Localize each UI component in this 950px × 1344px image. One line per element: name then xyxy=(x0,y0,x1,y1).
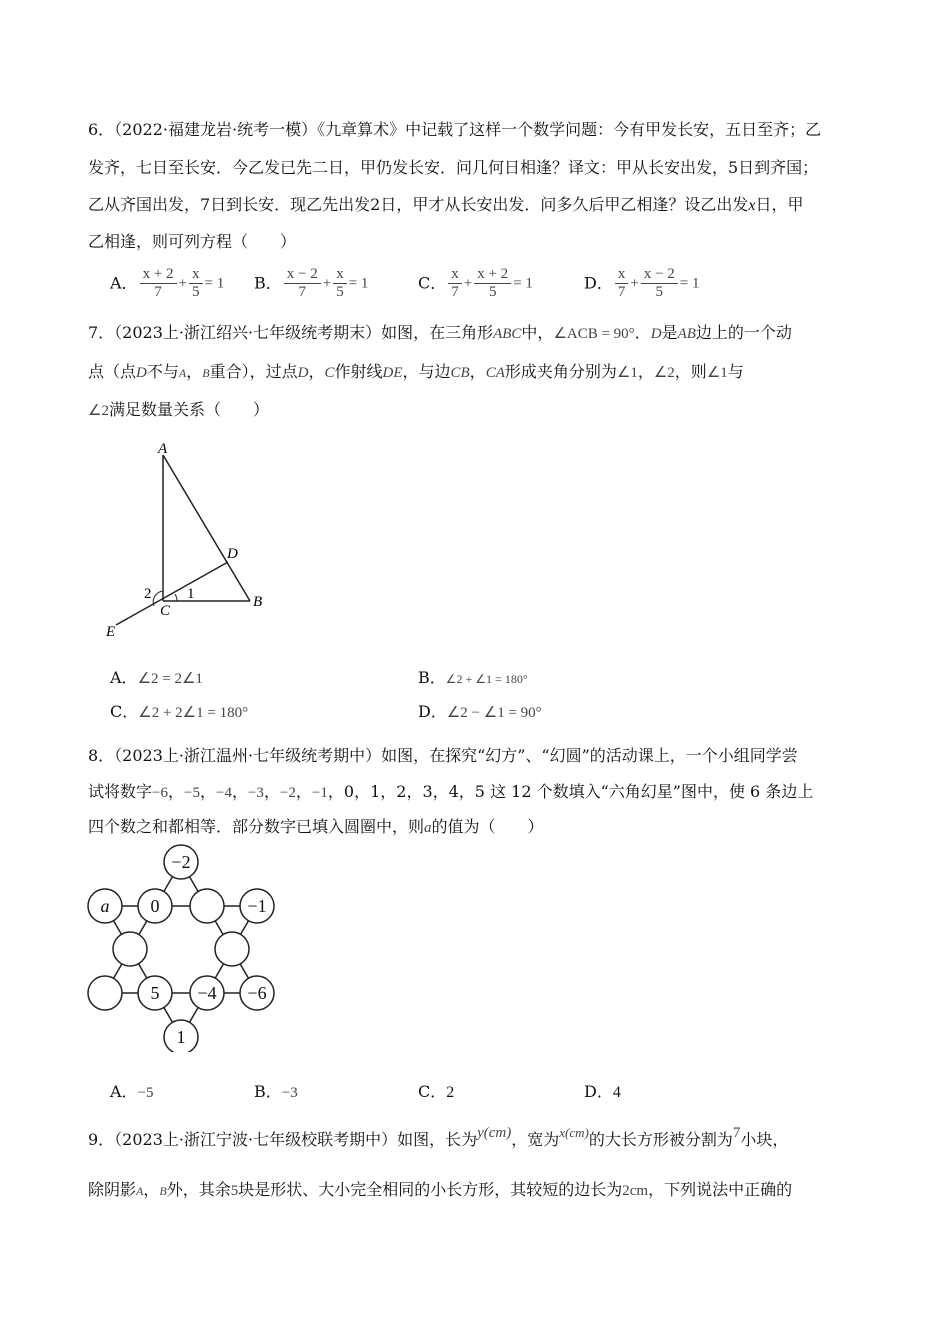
q8-value-bottom: 1 xyxy=(176,1027,186,1047)
q7-option-label: A． xyxy=(110,668,138,687)
q7-label-b: B xyxy=(253,594,263,610)
q8-edge-5 xyxy=(105,906,181,1037)
q6-frac1-num: x + 2 xyxy=(140,266,177,284)
q8-option-b[interactable] xyxy=(254,1082,298,1103)
q6-fraction-1 xyxy=(448,266,462,301)
q7-d: D xyxy=(650,326,662,342)
q6-line-1: 6．（2022·福建龙岩·统考一模）《九章算术》中记载了这样一个数学问题：今有甲发长安，五日至齐；乙 xyxy=(88,120,822,139)
q7-l2k: ，则 xyxy=(674,362,707,381)
q8-option-label: C． xyxy=(418,1082,447,1101)
q7-option-text: ∠2 + ∠1 = 180° xyxy=(445,672,528,686)
q7-line-1 xyxy=(88,323,792,344)
q7-label-c: C xyxy=(160,603,171,619)
q7-line-3 xyxy=(88,400,269,421)
q6-fraction-1 xyxy=(615,266,629,301)
q7-ang1b: ∠1 xyxy=(706,365,728,381)
q7-c: C xyxy=(324,365,335,381)
q7-d2: D xyxy=(136,365,147,381)
q8-hexagram-figure xyxy=(80,842,280,1052)
q6-frac2-den: 5 xyxy=(192,284,200,300)
q8-value-upper-center-left: 0 xyxy=(150,896,160,916)
q6-line-3-end: 日，甲 xyxy=(755,195,804,214)
q7-b: B xyxy=(202,366,210,380)
q8-circle-middle-right xyxy=(215,932,249,966)
q6-frac1-num: x xyxy=(615,266,629,284)
q7-l2g: ，与边 xyxy=(402,362,451,381)
q7-option-d[interactable] xyxy=(418,702,542,723)
q7-l2d: 重合），过点 xyxy=(209,362,298,381)
q7-l1c: ． xyxy=(634,323,651,342)
q8-n1: −1 xyxy=(311,785,328,801)
q6-fraction-2 xyxy=(189,266,203,301)
q9-l1c: 的大长方形被分割为 xyxy=(588,1130,733,1149)
q6-frac1-den: 7 xyxy=(451,284,459,300)
q8-value-upper-left: a xyxy=(100,896,110,916)
q6-line-3 xyxy=(88,195,804,216)
q8-edge-6 xyxy=(181,906,257,1037)
q8-sep1: ， xyxy=(167,782,184,801)
q8-l2c: ，0，1，2，3，4，5 这 12 个数填入“六角幻星”图中，使 6 条边上 xyxy=(327,782,814,801)
q6-fraction-1 xyxy=(284,266,321,301)
q8-option-label: D． xyxy=(584,1082,613,1101)
q7-l2i: 形成夹角分别为 xyxy=(504,362,617,381)
q7-l1b: 中， xyxy=(521,323,554,342)
q6-frac2-num: x xyxy=(189,266,203,284)
q7-l3: 满足数量关系（ ） xyxy=(108,400,269,419)
q9-xcm: x(cm) xyxy=(559,1125,589,1140)
q8-option-c[interactable] xyxy=(418,1082,454,1103)
q8-option-text: −5 xyxy=(137,1085,154,1101)
q6-frac2-den: 5 xyxy=(488,284,497,300)
q9-seven: 7 xyxy=(732,1125,741,1141)
q6-line-4: 乙相逢，则可列方程（ ） xyxy=(88,232,297,251)
q8-option-a[interactable] xyxy=(110,1082,154,1103)
q7-option-label: B． xyxy=(418,668,446,687)
q6-option-b[interactable] xyxy=(254,266,368,301)
q6-fraction-2 xyxy=(333,266,347,301)
q8-l2a: 试将数字 xyxy=(88,782,153,801)
q8-value-lower-center-left: 5 xyxy=(150,983,160,1003)
q9-l2e: ，下列说法中正确的 xyxy=(648,1180,793,1199)
q9-l1a: 9．（2023上·浙江宁波·七年级校联考期中）如图，长为 xyxy=(88,1130,478,1149)
q7-label-2: 2 xyxy=(144,586,152,602)
q8-line-3 xyxy=(88,817,544,838)
q7-l2a: 点（点 xyxy=(88,362,137,381)
q8-option-text: 4 xyxy=(612,1084,621,1101)
q6-option-d[interactable] xyxy=(584,266,700,301)
q7-l1e: 边上的一个动 xyxy=(695,323,792,342)
q9-l2d: 块是形状、大小完全相同的小长方形，其较短的边长为 xyxy=(238,1180,623,1199)
q7-d3: D xyxy=(297,365,309,381)
q7-ab: AB xyxy=(677,326,696,342)
q9-a: A xyxy=(136,1184,144,1198)
q6-frac2-den: 5 xyxy=(655,284,664,300)
q6-plus: + xyxy=(630,275,639,292)
q6-frac2-den: 5 xyxy=(336,284,344,300)
q9-five: 5 xyxy=(230,1183,239,1199)
q8-a: a xyxy=(424,820,432,836)
q6-equals-one: = 1 xyxy=(204,275,225,292)
q6-plus: + xyxy=(178,275,187,292)
q8-sep4: ， xyxy=(263,782,280,801)
q6-plus: + xyxy=(322,275,332,292)
q8-n6: −6 xyxy=(152,785,168,801)
q8-sep2: ， xyxy=(199,782,216,801)
q8-l3a: 四个数之和都相等．部分数字已填入圆圈中，则 xyxy=(88,817,425,836)
q6-frac1-num: x − 2 xyxy=(284,266,321,284)
q6-option-label: A． xyxy=(110,273,138,293)
q6-frac2-num: x − 2 xyxy=(641,266,678,284)
q8-option-d[interactable] xyxy=(584,1082,621,1103)
q8-n4: −4 xyxy=(215,785,232,801)
q7-label-e: E xyxy=(106,624,116,640)
q7-l2c: ， xyxy=(186,362,203,381)
q7-option-b[interactable] xyxy=(418,668,528,689)
q7-option-label: C． xyxy=(110,702,139,721)
q9-l1b: ，宽为 xyxy=(511,1130,560,1149)
q6-option-label: D． xyxy=(584,273,613,293)
q7-ray-de xyxy=(116,562,228,625)
q6-fraction-1 xyxy=(140,266,177,301)
q8-line-2 xyxy=(88,782,813,803)
q6-frac1-den: 7 xyxy=(617,284,626,300)
q8-value-upper-right: −1 xyxy=(247,896,267,916)
q7-triangle-figure xyxy=(100,438,280,643)
q8-n2: −2 xyxy=(279,785,296,801)
q7-l2f: 作射线 xyxy=(334,362,383,381)
q7-ang2: ∠2 xyxy=(653,365,675,381)
q8-l3b: 的值为（ ） xyxy=(431,817,544,836)
q9-b: B xyxy=(159,1184,167,1198)
q9-l2b: ， xyxy=(143,1180,160,1199)
q6-plus: + xyxy=(463,275,473,292)
q8-option-text: 2 xyxy=(446,1084,455,1101)
q9-ycm: y(cm) xyxy=(477,1125,512,1141)
q7-l1a: 7．（2023上·浙江绍兴·七年级统考期末）如图，在三角形 xyxy=(88,323,494,342)
q9-l2c: 外，其余 xyxy=(166,1180,231,1199)
q6-line-2: 发齐，七日至长安．今乙发已先二日，甲仍发长安．问几何日相逢？译文：甲从长安出发，5日到齐国； xyxy=(88,158,819,177)
q6-fraction-2 xyxy=(474,266,511,301)
q7-de: DE xyxy=(382,365,403,381)
q7-ca: CA xyxy=(485,365,505,381)
q8-sep3: ， xyxy=(231,782,248,801)
q8-circle-middle-left xyxy=(113,932,147,966)
q7-option-text: ∠2 + 2∠1 = 180° xyxy=(138,705,249,721)
q6-option-label: C． xyxy=(418,273,447,293)
q7-option-c[interactable] xyxy=(110,702,248,723)
q7-ang1: ∠1 xyxy=(616,365,638,381)
q7-line-2 xyxy=(88,362,744,383)
q6-frac1-den: 7 xyxy=(154,284,162,300)
q7-option-text: ∠2 − ∠1 = 90° xyxy=(446,705,542,721)
q6-frac2-num: x + 2 xyxy=(474,266,511,284)
q9-twocm: 2cm xyxy=(622,1183,649,1199)
q7-l2j: ， xyxy=(637,362,654,381)
q8-circle-upper-center-right xyxy=(190,889,224,923)
q7-segment-ab xyxy=(163,455,250,601)
q8-edge-2 xyxy=(181,862,257,993)
q7-angle-acb: ∠ACB = 90° xyxy=(553,326,635,342)
q6-var-x: x xyxy=(748,197,756,214)
q7-l2b: 不与 xyxy=(146,362,179,381)
q9-line-1 xyxy=(88,1125,789,1151)
q7-a: A xyxy=(178,366,187,380)
q7-abc: ABC xyxy=(493,326,522,342)
q7-option-a[interactable] xyxy=(110,668,203,689)
q7-angle-1-arc xyxy=(175,594,177,601)
q8-value-lower-center-right: −4 xyxy=(197,983,217,1003)
q6-frac1-den: 7 xyxy=(298,284,306,300)
q9-l1d: 小块， xyxy=(740,1130,789,1149)
q9-l2a: 除阴影 xyxy=(88,1180,137,1199)
q8-n5: −5 xyxy=(184,785,200,801)
q7-label-d: D xyxy=(227,546,238,562)
q6-equals-one: = 1 xyxy=(513,275,533,292)
q7-l2l: 与 xyxy=(727,362,744,381)
q6-option-label: B． xyxy=(254,273,282,293)
q7-option-label: D． xyxy=(418,702,447,721)
q7-label-1: 1 xyxy=(187,586,195,602)
q7-option-text: ∠2 = 2∠1 xyxy=(137,671,203,687)
q8-option-label: B． xyxy=(254,1082,282,1101)
q8-circle-lower-left xyxy=(88,976,122,1010)
q8-sep5: ， xyxy=(295,782,312,801)
q8-option-text: −3 xyxy=(281,1085,298,1101)
q6-line-3-text: 乙从齐国出发，7日到长安．现乙先出发2日，甲才从长安出发．问多久后甲乙相逢？设乙出发 xyxy=(88,195,749,214)
q6-option-c[interactable] xyxy=(418,266,533,301)
q6-equals-one: = 1 xyxy=(679,275,700,292)
q7-l2e: ， xyxy=(308,362,325,381)
q7-label-a: A xyxy=(158,441,168,457)
q6-equals-one: = 1 xyxy=(348,275,369,292)
q7-cb: CB xyxy=(450,365,470,381)
q8-value-lower-right: −6 xyxy=(247,983,267,1003)
q8-line-1: 8．（2023上·浙江温州·七年级统考期中）如图，在探究“幻方”、“幻圆”的活动课上，一个小组同学尝 xyxy=(88,746,798,765)
q8-edge-1 xyxy=(105,862,181,993)
q6-frac1-num: x xyxy=(448,266,462,284)
q6-fraction-2 xyxy=(641,266,678,301)
q7-l2h: ， xyxy=(469,362,486,381)
q6-option-a[interactable] xyxy=(110,266,224,301)
q9-line-2 xyxy=(88,1180,792,1201)
q8-option-label: A． xyxy=(110,1082,138,1101)
q8-value-top: −2 xyxy=(171,852,191,872)
q6-frac2-num: x xyxy=(333,266,347,284)
q7-l1d: 是 xyxy=(661,323,678,342)
q8-n3: −3 xyxy=(247,785,264,801)
q7-ang2b: ∠2 xyxy=(88,403,109,419)
